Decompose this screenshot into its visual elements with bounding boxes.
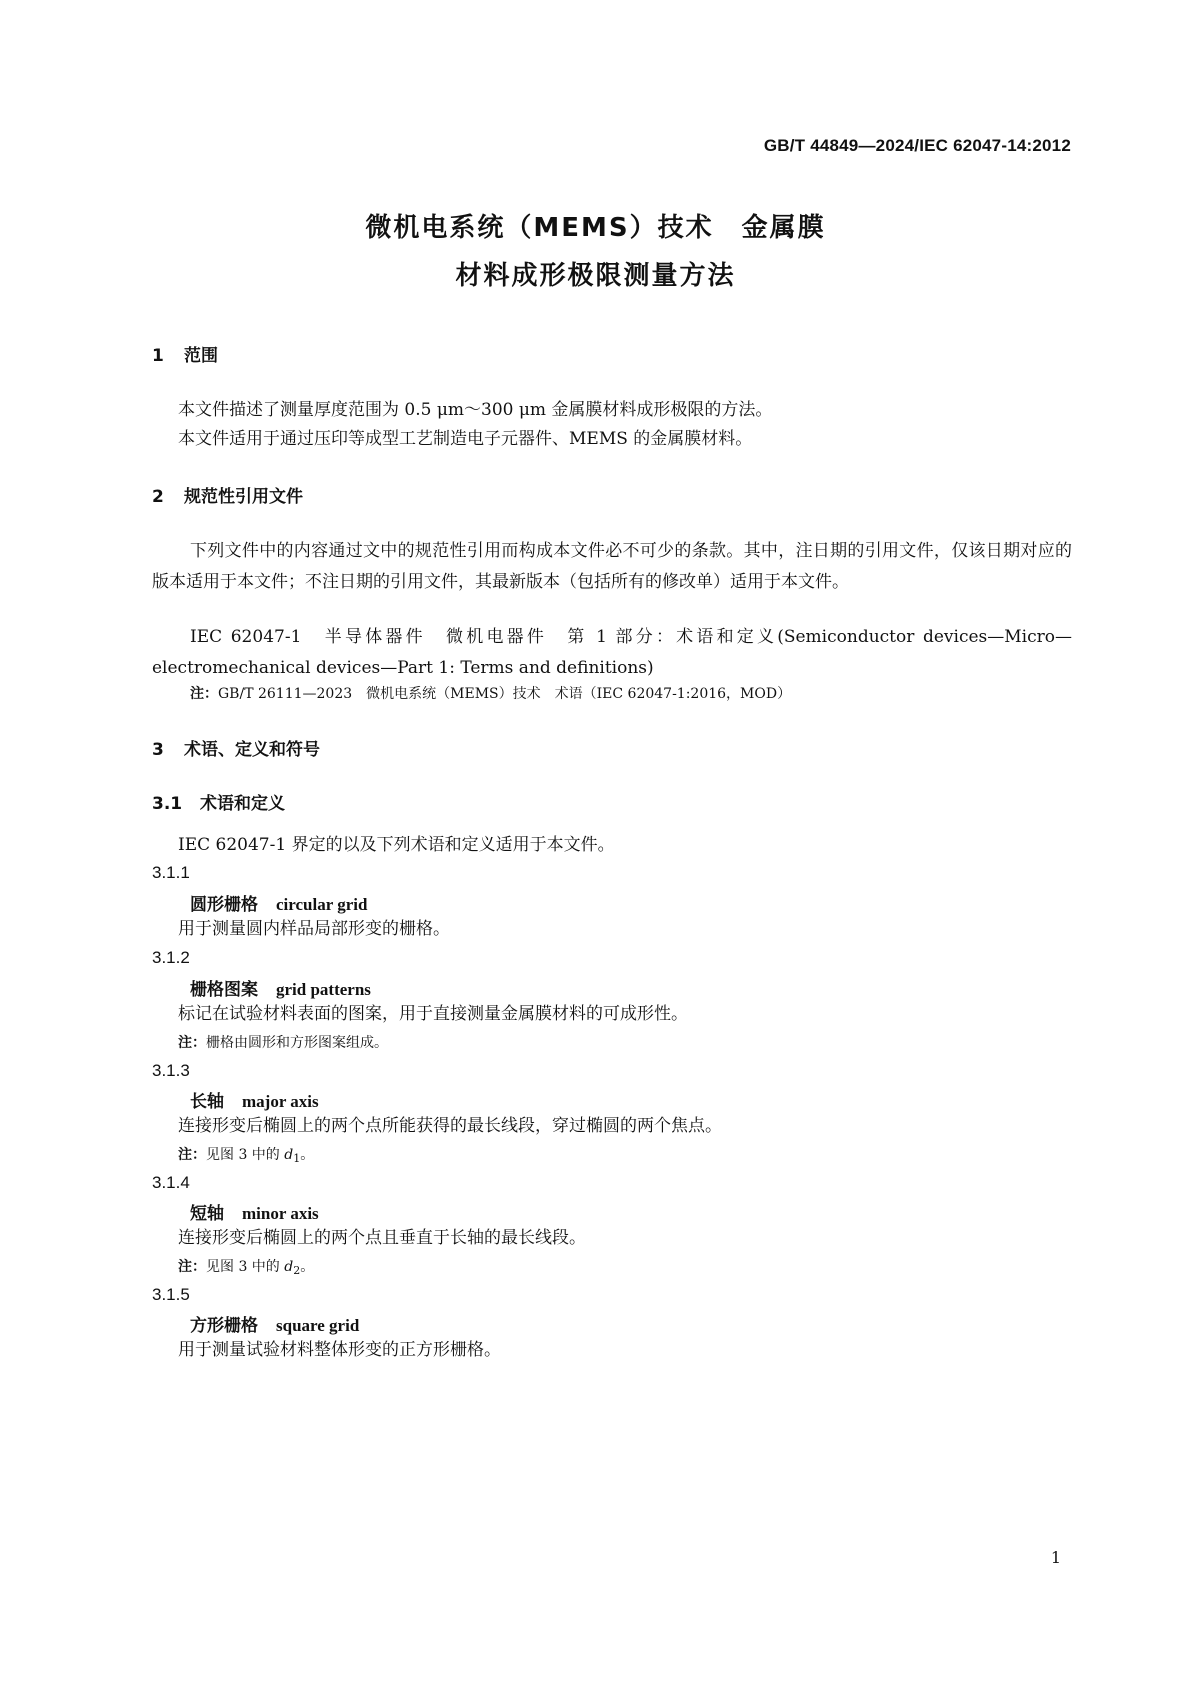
note-subscript: 1: [293, 1152, 301, 1165]
term-number: 3.1.4: [152, 1173, 190, 1192]
note-symbol: d: [284, 1147, 294, 1163]
note-text-end: 。: [300, 1147, 315, 1163]
term-name-en: square grid: [276, 1316, 360, 1335]
term-entry: [190, 890, 367, 915]
subsection-number: 3.1: [152, 794, 183, 814]
section-title: 术语、定义和符号: [184, 740, 320, 760]
section-2-paragraph: 下列文件中的内容通过文中的规范性引用而构成本文件必不可少的条款。其中，注日期的引用文件，仅该日期对应的版本适用于本文件；不注日期的引用文件，其最新版本（包括所有的修改单）适用于本文件。: [152, 541, 1072, 592]
term-number: 3.1.3: [152, 1061, 190, 1080]
document-title-line-1: 微机电系统（MEMS）技术 金属膜: [365, 213, 826, 243]
section-2-note: [190, 683, 791, 703]
term-entry: [190, 1087, 319, 1112]
term-definition: 标记在试验材料表面的图案，用于直接测量金属膜材料的可成形性。: [178, 1004, 688, 1024]
term-note: [178, 1032, 388, 1052]
standard-code: GB/T 44849—2024/IEC 62047-14:2012: [763, 136, 1071, 155]
section-1-paragraph-2: 本文件适用于通过压印等成型工艺制造电子元器件、MEMS 的金属膜材料。: [178, 429, 753, 449]
note-symbol: d: [284, 1259, 294, 1275]
term-name-zh: 圆形栅格: [190, 895, 258, 915]
section-number: 2: [152, 487, 164, 507]
section-number: 1: [152, 346, 164, 366]
term-definition: 用于测量圆内样品局部形变的栅格。: [178, 919, 450, 939]
term-entry: [190, 1311, 359, 1336]
section-title: 范围: [184, 346, 218, 366]
note-label: 注：: [190, 686, 218, 702]
term-name-en: circular grid: [276, 895, 368, 914]
section-number: 3: [152, 740, 164, 760]
section-3-heading: [152, 735, 320, 760]
term-name-en: minor axis: [242, 1204, 319, 1223]
page-number: 1: [1050, 1548, 1061, 1567]
term-name-en: grid patterns: [276, 980, 371, 999]
note-text: 见图 3 中的: [206, 1147, 285, 1163]
normative-reference-item: IEC 62047-1 半导体器件 微机电器件 第 1 部分：术语和定义(Semiconductor devices—Micro—electromechanical devices—Part 1: Terms and definitions): [152, 627, 1072, 678]
term-number: 3.1.2: [152, 948, 190, 967]
note-text: GB/T 26111—2023 微机电系统（MEMS）技术 术语（IEC 62047-1:2016，MOD）: [218, 686, 792, 702]
term-entry: [190, 1199, 319, 1224]
term-name-zh: 短轴: [190, 1204, 224, 1224]
term-note: [178, 1256, 314, 1277]
note-label: 注：: [178, 1147, 206, 1163]
term-note: [178, 1144, 314, 1165]
term-name-zh: 长轴: [190, 1092, 224, 1112]
term-number: 3.1.5: [152, 1285, 190, 1304]
note-subscript: 2: [293, 1264, 301, 1277]
section-1-heading: [152, 341, 218, 366]
note-text-end: 。: [300, 1259, 315, 1275]
section-title: 规范性引用文件: [184, 487, 303, 507]
note-label: 注：: [178, 1259, 206, 1275]
term-definition: 用于测量试验材料整体形变的正方形栅格。: [178, 1340, 501, 1360]
term-number: 3.1.1: [152, 863, 190, 882]
subsection-title: 术语和定义: [200, 794, 285, 814]
term-name-en: major axis: [242, 1092, 319, 1111]
section-1-paragraph-1: 本文件描述了测量厚度范围为 0.5 μm～300 μm 金属膜材料成形极限的方法。: [178, 400, 773, 420]
subsection-3-1-intro: IEC 62047-1 界定的以及下列术语和定义适用于本文件。: [178, 835, 615, 855]
term-definition: 连接形变后椭圆上的两个点且垂直于长轴的最长线段。: [178, 1228, 586, 1248]
section-2-heading: [152, 482, 303, 507]
document-title-line-2: 材料成形极限测量方法: [455, 261, 736, 291]
note-text: 栅格由圆形和方形图案组成。: [206, 1035, 388, 1051]
note-text: 见图 3 中的: [206, 1259, 285, 1275]
subsection-3-1-heading: [152, 789, 285, 814]
term-name-zh: 方形栅格: [190, 1316, 258, 1336]
term-definition: 连接形变后椭圆上的两个点所能获得的最长线段，穿过椭圆的两个焦点。: [178, 1116, 722, 1136]
term-entry: [190, 975, 371, 1000]
term-name-zh: 栅格图案: [190, 980, 258, 1000]
note-label: 注：: [178, 1035, 206, 1051]
document-title: [0, 204, 1191, 300]
